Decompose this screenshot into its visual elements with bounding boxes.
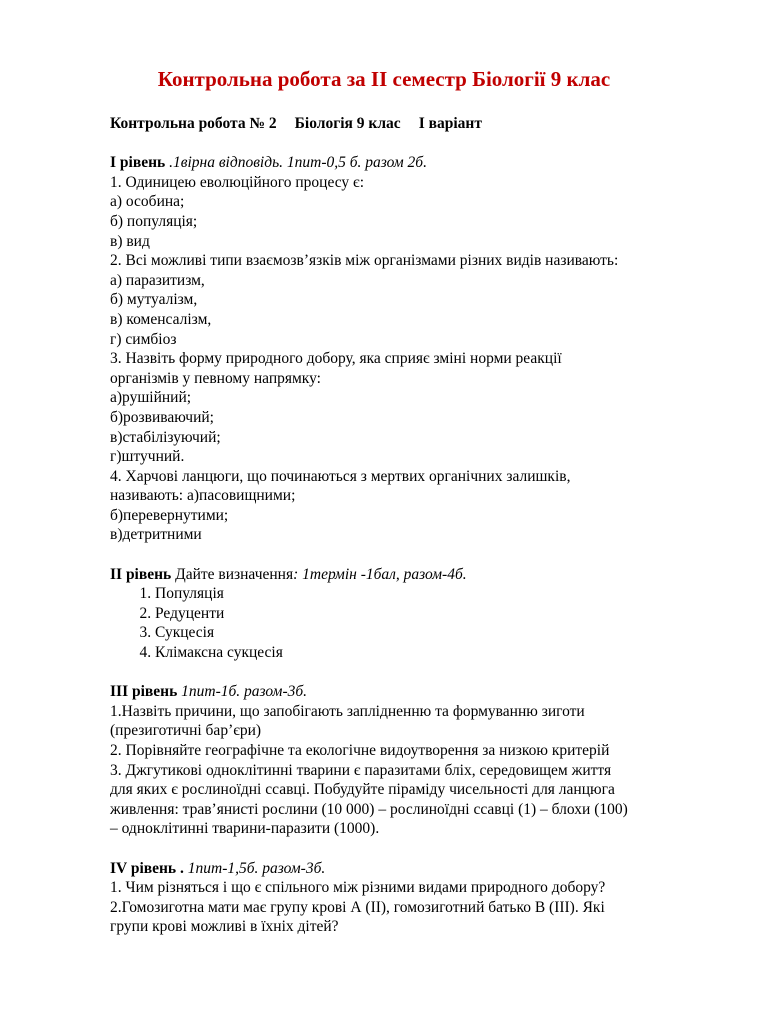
question-line: 4. Харчові ланцюги, що починаються з мертвих органічних залишків, (110, 467, 571, 485)
question-line: – одноклітинні тварини-паразити (1000). (110, 820, 380, 838)
question-line: живлення: трав’янисті рослини (10 000) – рослиноїдні ссавці (1) – блохи (100) (110, 800, 628, 818)
level-4-heading (110, 859, 710, 879)
question-line: називають: а)пасовищними; (110, 487, 296, 505)
question-line: б) мутуалізм, (110, 291, 198, 309)
term-item: 2. Редуценти (155, 604, 710, 624)
question-line: 3. Джгутикові одноклітинні тварини є паразитами бліх, середовищем життя (110, 761, 612, 779)
level-2-instruction: Дайте визначення (171, 565, 294, 583)
level-2-scoring: : 1термін -1бал, разом-4б. (293, 565, 467, 583)
question-line: 2.Гомозиготна мати має групу крові А (ІІ), гомозиготний батько В (ІІІ). Які (110, 898, 605, 916)
level-2-terms-list (110, 584, 710, 662)
question-line: 1. Чим різняться і що є спільного між різними видами природного добору? (110, 879, 606, 897)
question-line: а)рушійний; (110, 389, 192, 407)
test-header (110, 114, 710, 134)
question-line: 2. Порівняйте географічне та екологічне видоутворення за низкою критерій (110, 742, 610, 759)
level-3-heading (110, 682, 710, 702)
question-line: б)перевернутими; (110, 506, 229, 524)
question-line: групи крові можливі в їхніх дітей? (110, 918, 339, 936)
question-line: в) вид (110, 232, 150, 250)
question-line: 1.Назвіть причини, що запобігають заплідненню та формуванню зиготи (110, 702, 585, 720)
question-line: (презиготичні бар’єри) (110, 722, 262, 740)
question-line: б)розвиваючий; (110, 408, 214, 426)
question-line: г) симбіоз (110, 330, 177, 348)
question-line: в) коменсалізм, (110, 310, 212, 328)
level-1-questions (110, 173, 710, 545)
level-2-label: ІІ рівень (110, 565, 172, 583)
test-number: Контрольна робота № 2 (110, 115, 277, 132)
level-4-scoring: 1пит-1,5б. разом-3б. (183, 859, 326, 877)
term-item: 3. Сукцесія (155, 623, 710, 643)
level-4-questions (110, 878, 710, 937)
level-1-scoring: .1вірна відповідь. 1пит-0,5 б. разом 2б. (165, 154, 427, 172)
question-line: 2. Всі можливі типи взаємозв’язків між організмами різних видів називають: (110, 252, 619, 270)
level-1-heading (110, 153, 710, 173)
term-item: 4. Клімаксна сукцесія (155, 643, 710, 663)
question-line: а) особина; (110, 193, 185, 211)
question-line: для яких є рослиноїдні ссавці. Побудуйте піраміду чисельності для ланцюга (110, 781, 615, 799)
test-subject: Біологія 9 клас (294, 115, 401, 132)
question-line: г)штучний. (110, 448, 185, 466)
document-title: Контрольна робота за ІІ семестр Біології 9 клас (157, 67, 611, 91)
question-line: в)детритними (110, 526, 202, 544)
level-1-label: І рівень (110, 154, 166, 172)
term-item: 1. Популяція (155, 584, 710, 604)
question-line: а) паразитизм, (110, 271, 205, 289)
question-line: б) популяція; (110, 212, 198, 230)
document-body (110, 114, 710, 937)
question-line: 3. Назвіть форму природного добору, яка сприяє зміні норми реакції (110, 350, 562, 368)
level-3-label: ІІІ рівень (110, 683, 178, 701)
question-line: 1. Одиницею еволюційного процесу є: (110, 173, 364, 191)
question-line: організмів у певному напрямку: (110, 369, 321, 387)
level-2-heading (110, 565, 710, 585)
question-line: в)стабілізуючий; (110, 428, 221, 446)
test-variant: І варіант (418, 115, 482, 132)
level-4-label: IV рівень . (110, 859, 184, 877)
level-3-scoring: 1пит-1б. разом-3б. (177, 683, 308, 701)
level-3-questions (110, 702, 710, 839)
